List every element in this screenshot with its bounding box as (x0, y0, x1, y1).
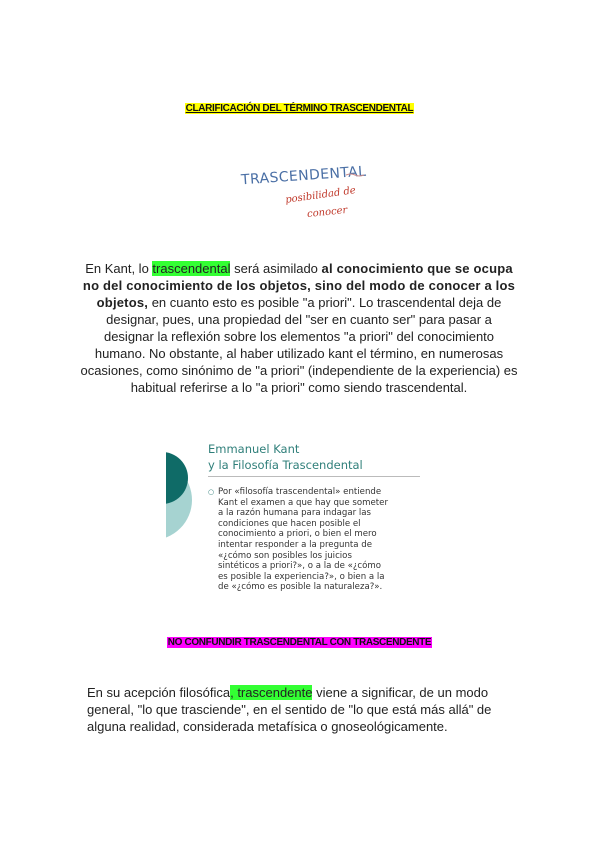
paragraph-trascendente (87, 684, 519, 735)
book-bullet-icon: ○ (208, 488, 215, 496)
p1-after-highlight: será asimilado (230, 261, 322, 276)
book-title-line2: y la Filosofía Trascendental (208, 458, 363, 472)
heading-text: CLARIFICACIÓN DEL TÉRMINO TRASCENDENTAL (185, 103, 414, 114)
book-line: Kant el examen a que hay que someter (218, 497, 388, 508)
handwritten-dash-icon (345, 172, 365, 178)
book-excerpt-image (166, 438, 426, 600)
section-heading-clarificacion (0, 103, 599, 114)
p1-rest: en cuanto esto es posible "a priori". Lo trascendental deja de designar, pues, una propiedad del "ser en cuanto ser" para pasar a designar la reflexión sobre los elementos "a priori" del conocimiento humano. No obstante, al haber utilizado kant el término, en numerosas ocasiones, como sinónimo de "a priori" (independiente de la experiencia) es habitual referirse a lo "a priori" como siendo trascendental. (80, 295, 518, 395)
paragraph-trascendental (80, 260, 518, 396)
book-divider (208, 476, 420, 477)
book-line: condiciones que hacen posible el (218, 518, 361, 529)
p1-highlight-trascendental: trascendental (152, 261, 231, 276)
handwritten-main: TRASCENDENTAL (240, 163, 367, 189)
decorative-circles-icon (166, 438, 206, 600)
p1-intro: En Kant, lo (85, 261, 153, 276)
book-title-line1: Emmanuel Kant (208, 442, 300, 456)
p1-bold: al conocimiento que se ocupa no del conocimiento de los objetos, sino del modo de conocer a los objetos, (82, 261, 516, 310)
handwritten-note (235, 160, 365, 232)
book-line: «¿cómo son posibles los juicios (218, 550, 352, 561)
book-body (218, 487, 424, 593)
book-line: sintéticos a priori?», o a la de «¿cómo (218, 561, 382, 572)
heading-text: NO CONFUNDIR TRASCENDENTAL CON TRASCENDENTE (167, 637, 432, 648)
book-line: conocimiento a priori, o bien el mero (218, 529, 377, 540)
book-line: de «¿cómo es posible la naturaleza?». (218, 582, 383, 593)
p2-intro: En su acepción filosófica (87, 685, 231, 700)
book-line: es posible la experiencia?», o bien a la (218, 571, 385, 582)
book-line: a la razón humana para indagar las (218, 508, 372, 519)
handwritten-line2: conocer (306, 204, 348, 221)
p2-rest: viene a significar, de un modo general, "lo que trasciende", en el sentido de "lo que está más allá" de alguna realidad, considerada metafísica o gnoseológicamente. (87, 685, 492, 734)
section-heading-no-confundir (0, 637, 599, 648)
book-line: intentar responder a la pregunta de (218, 539, 373, 550)
handwritten-line1: posibilidad de (284, 185, 357, 206)
book-line: Por «filosofía trascendental» entiende (218, 487, 382, 497)
p2-highlight-trascendente: , trascendente (230, 685, 313, 700)
